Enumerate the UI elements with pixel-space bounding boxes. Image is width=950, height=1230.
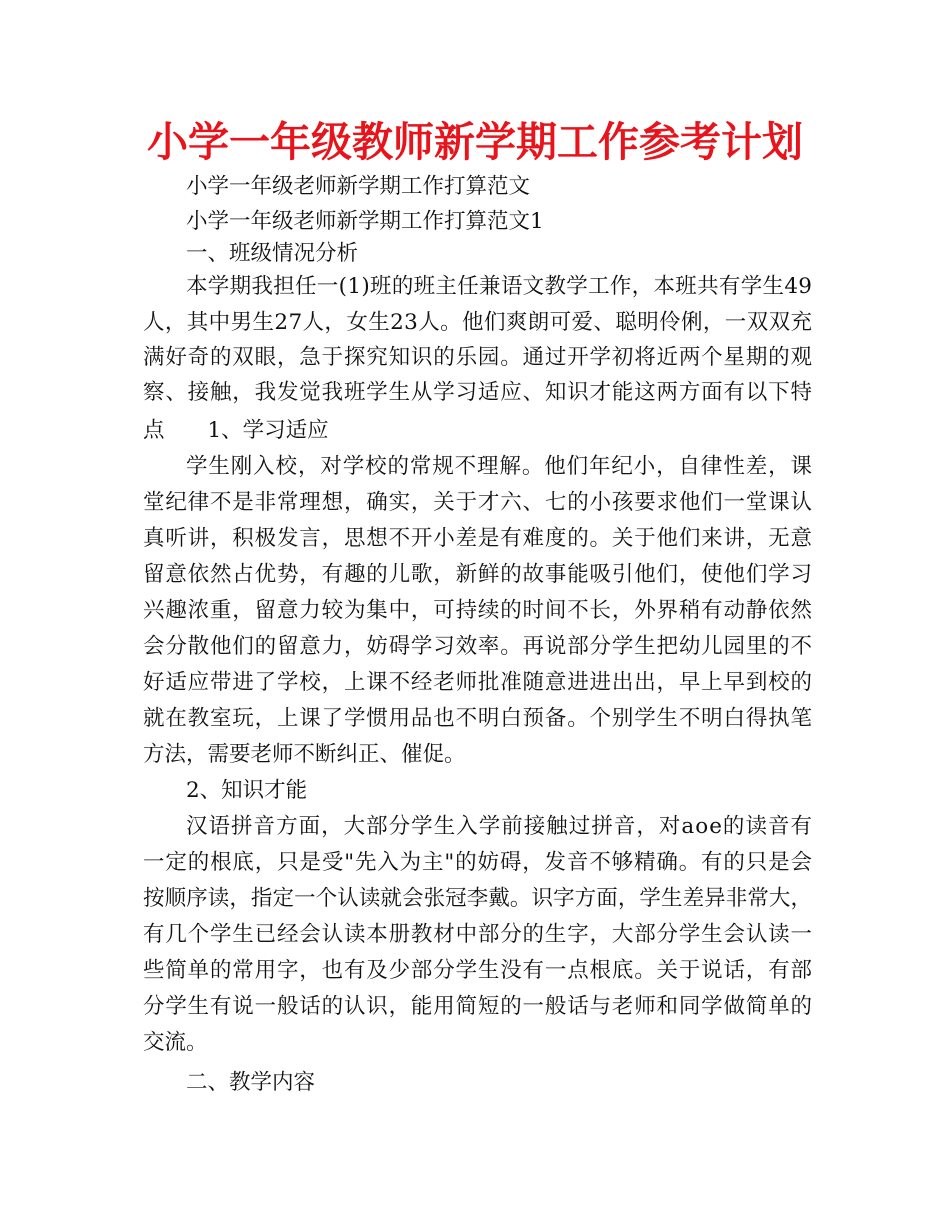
body-line: 察、接触，我发觉我班学生从学习适应、知识才能这两方面有以下特 [143, 380, 813, 405]
body-line: 就在教室玩，上课了学惯用品也不明白预备。个别学生不明白得执笔 [143, 706, 813, 731]
body-line: 方法，需要老师不断纠正、催促。 [143, 742, 466, 767]
body-line: 2、知识才能 [186, 778, 308, 803]
body-line: 点 1、学习适应 [143, 418, 329, 443]
body-line: 兴趣浓重，留意力较为集中，可持续的时间不长，外界稍有动静依然 [143, 598, 813, 623]
body-line: 会分散他们的留意力，妨碍学习效率。再说部分学生把幼儿园里的不 [143, 634, 813, 659]
body-line: 满好奇的双眼，急于探究知识的乐园。通过开学初将近两个星期的观 [143, 345, 813, 370]
body-line: 一定的根底，只是受"先入为主"的妨碍，发音不够精确。有的只是会 [143, 850, 813, 875]
document-title: 小学一年级教师新学期工作参考计划 [147, 118, 803, 166]
body-line: 学生刚入校，对学校的常规不理解。他们年纪小，自律性差，课 [186, 454, 813, 479]
body-line: 按顺序读，指定一个认读就会张冠李戴。识字方面，学生差异非常大， [143, 886, 813, 911]
body-line: 些简单的常用字，也有及少部分学生没有一点根底。关于说话，有部 [143, 958, 813, 983]
body-line: 真听讲，积极发言，思想不开小差是有难度的。关于他们来讲，无意 [143, 526, 813, 551]
body-line: 汉语拼音方面，大部分学生入学前接触过拼音，对aoe的读音有 [186, 814, 814, 839]
body-line: 本学期我担任一(1)班的班主任兼语文教学工作，本班共有学生49 [186, 274, 813, 299]
body-line: 小学一年级老师新学期工作打算范文 [186, 174, 531, 199]
body-line: 堂纪律不是非常理想，确实，关于才六、七的小孩要求他们一堂课认 [143, 490, 813, 515]
body-line: 人，其中男生27人，女生23人。他们爽朗可爱、聪明伶俐，一双双充 [143, 310, 813, 335]
body-line: 分学生有说一般话的认识，能用简短的一般话与老师和同学做简单的 [143, 994, 813, 1019]
body-line: 留意依然占优势，有趣的儿歌，新鲜的故事能吸引他们，使他们学习 [143, 562, 813, 587]
body-line: 有几个学生已经会认读本册教材中部分的生字，大部分学生会认读一 [143, 922, 813, 947]
body-line: 交流。 [143, 1030, 208, 1055]
body-line: 一、班级情况分析 [186, 241, 359, 266]
body-line: 好适应带进了学校，上课不经老师批准随意进进出出，早上早到校的 [143, 670, 813, 695]
body-line: 二、教学内容 [186, 1070, 316, 1095]
body-line: 小学一年级老师新学期工作打算范文1 [186, 209, 544, 234]
